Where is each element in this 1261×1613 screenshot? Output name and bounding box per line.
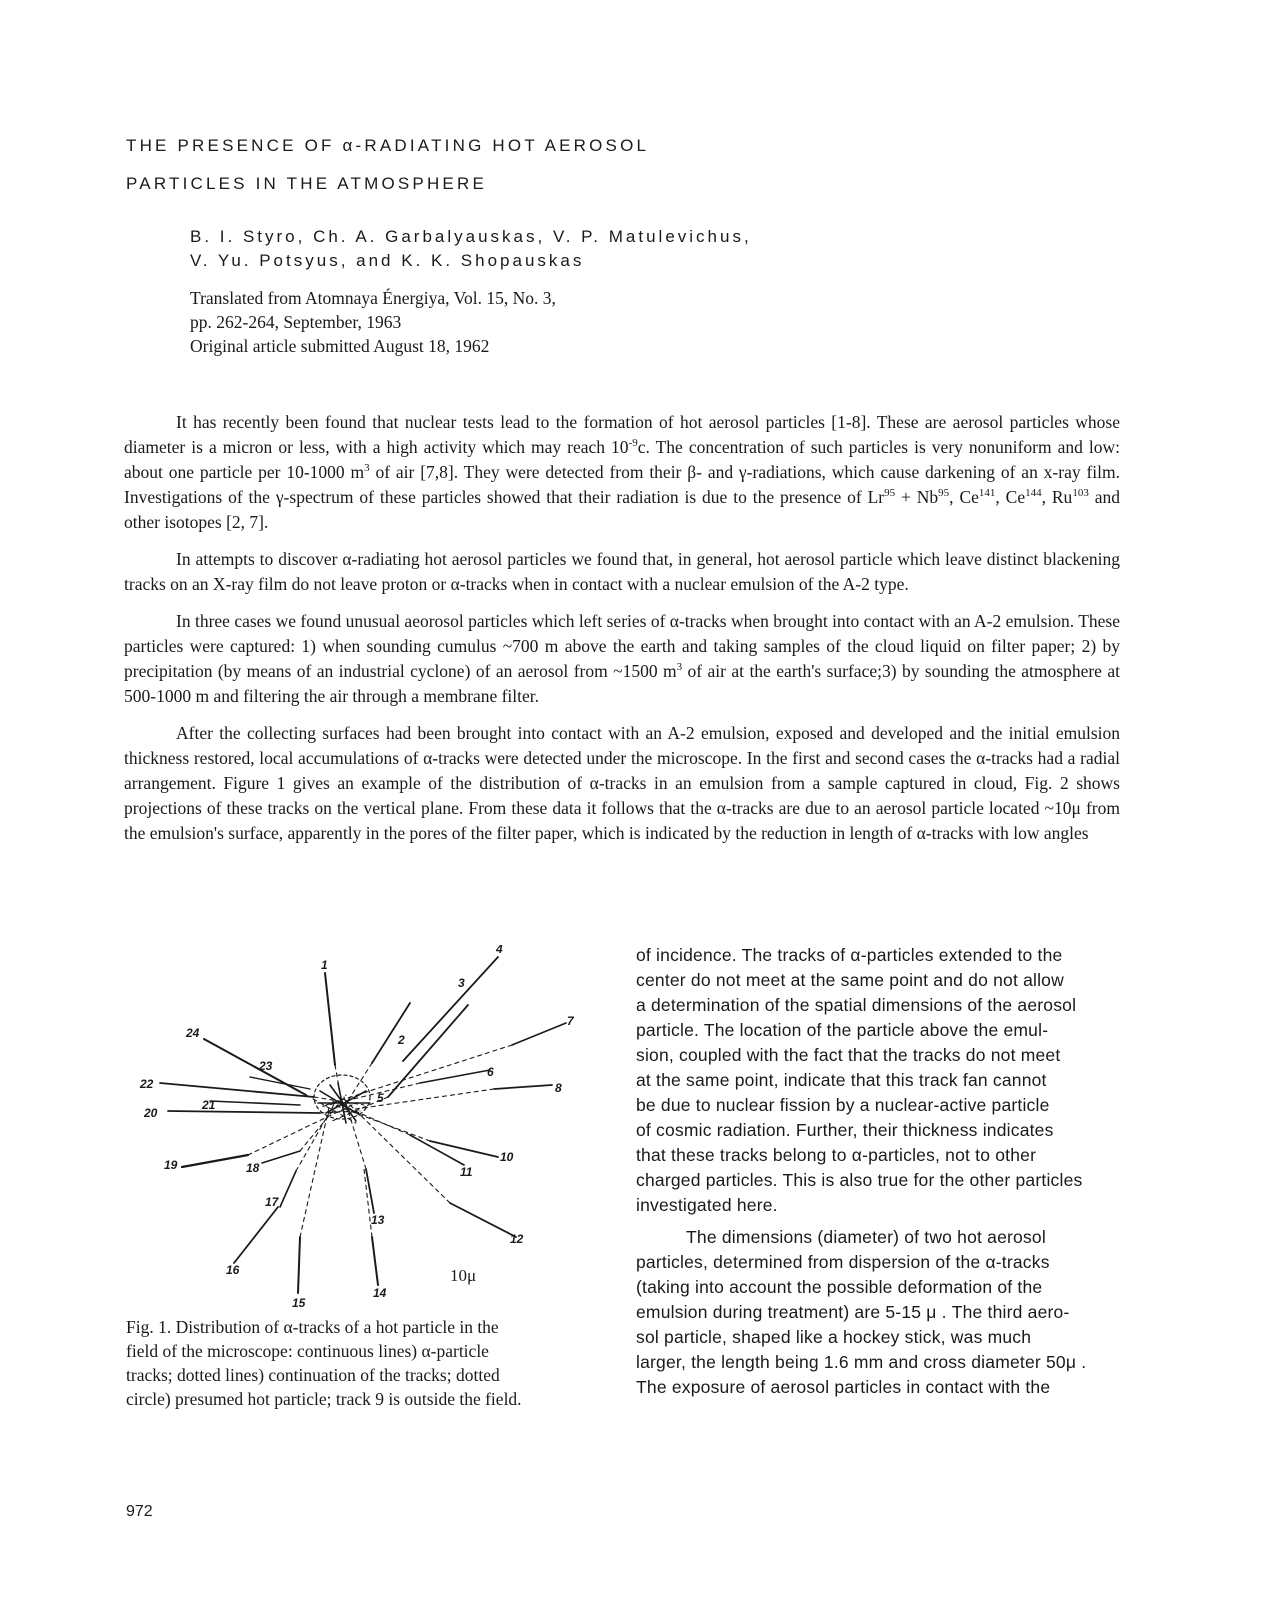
right-column-paragraph-1	[636, 943, 1128, 1218]
track-label-6: 6	[487, 1065, 494, 1079]
figure-1-track-diagram	[120, 945, 620, 1315]
paragraph-1	[124, 410, 1120, 535]
track-line-23	[250, 1077, 310, 1089]
authors-line-1: B. I. Styro, Ch. A. Garbalyauskas, V. P. Matulevichus,	[190, 227, 752, 246]
right-line: emulsion during treatment) are 5-15 μ . The third aero-	[636, 1302, 1070, 1322]
right-line: particle. The location of the particle above the emul-	[636, 1020, 1049, 1040]
track-line-15	[298, 1237, 300, 1293]
figure-1-caption	[126, 1315, 616, 1411]
track-line-6	[420, 1070, 490, 1083]
track-line-14	[372, 1237, 378, 1285]
track-line-16	[234, 1207, 278, 1263]
right-column-paragraph-2	[636, 1225, 1128, 1400]
body-text	[124, 410, 1120, 846]
p3-sup: 3	[676, 661, 683, 673]
right-line: of cosmic radiation. Further, their thickness indicates	[636, 1120, 1054, 1140]
right-line: at the same point, indicate that this track fan cannot	[636, 1070, 1047, 1090]
right-line: be due to nuclear fission by a nuclear-active particle	[636, 1095, 1050, 1115]
right-line: larger, the length being 1.6 mm and cross diameter 50μ .	[636, 1352, 1087, 1372]
p1-text-e: , Ce	[949, 487, 979, 507]
p1-text-b: c. The concentration of such particles is very nonuniform and low: about one particle per 10-1000 m	[124, 437, 1120, 482]
track-line-12	[450, 1203, 516, 1237]
translation-source: Translated from Atomnaya Énergiya, Vol. 15, No. 3,	[190, 288, 556, 308]
track-line-8	[494, 1085, 552, 1089]
right-line: that these tracks belong to α-particles, not to other	[636, 1145, 1037, 1165]
paragraph-4: After the collecting surfaces had been brought into contact with an A-2 emulsion, exposed and developed and the initial emulsion thickness restored, local accumulations of α-tracks were detected under the microscope. In the first and second cases the α-tracks had a radial arrangement. Figure 1 gives an example of the distribution of α-tracks in an emulsion from a sample captured in cloud, Fig. 2 shows projections of these tracks on the vertical plane. From these data it follows that the α-tracks are due to an aerosol particle located ~10μ from the emulsion's surface, apparently in the pores of the filter paper, which is indicated by the reduction in length of α-tracks with low angles	[124, 723, 1120, 843]
p1-text-d: + Nb	[895, 487, 939, 507]
paragraph-2: In attempts to discover α-radiating hot aerosol particles we found that, in general, hot aerosol particle which leave distinct blackening tracks on an X-ray film do not leave proton or α-tracks when in contact with a nuclear emulsion of the A-2 type.	[124, 549, 1120, 594]
caption-line: circle) presumed hot particle; track 9 is outside the field.	[126, 1389, 522, 1409]
track-label-24: 24	[186, 1026, 200, 1040]
paragraph-3	[124, 609, 1120, 709]
title-line-1: THE PRESENCE OF α-RADIATING HOT AEROSOL	[126, 136, 650, 155]
track-line-19	[182, 1155, 248, 1167]
track-label-8: 8	[555, 1081, 562, 1095]
track-line-20	[168, 1111, 320, 1113]
p1-sup-b: 3	[364, 462, 370, 474]
track-label-7: 7	[567, 1014, 574, 1028]
track-continuation	[326, 1045, 512, 1105]
p1-text-f: , Ce	[995, 487, 1026, 507]
track-line-13	[366, 1169, 374, 1213]
right-line: The exposure of aerosol particles in contact with the	[636, 1377, 1051, 1397]
track-label-5: 5	[377, 1091, 384, 1105]
right-line: a determination of the spatial dimensions of the aerosol	[636, 995, 1077, 1015]
p1-text-c: of air [7,8]. They were detected from their β- and γ-radiations, which cause darkening of an x-ray film. Investigations of the γ-spectrum of these particles showed that their radiation is due to the presence of Lr	[124, 462, 1120, 507]
p1-text-h: and other isotopes [2, 7].	[124, 487, 1120, 532]
right-line: sion, coupled with the fact that the tracks do not meet	[636, 1045, 1061, 1065]
track-line-24	[204, 1039, 306, 1095]
track-label-15: 15	[292, 1296, 306, 1310]
track-line-10	[430, 1141, 498, 1157]
track-label-12: 12	[510, 1232, 524, 1246]
track-label-11: 11	[460, 1165, 473, 1179]
track-label-21: 21	[202, 1098, 216, 1112]
authors-line-2: V. Yu. Potsyus, and K. K. Shopauskas	[190, 251, 585, 270]
p1-sup-ru: 103	[1072, 487, 1089, 499]
track-label-1: 1	[321, 958, 328, 972]
track-label-19: 19	[164, 1158, 178, 1172]
right-line: center do not meet at the same point and do not allow	[636, 970, 1064, 990]
caption-line: field of the microscope: continuous lines) α-particle	[126, 1341, 489, 1361]
right-line: The dimensions (diameter) of two hot aerosol	[686, 1227, 1046, 1247]
track-line-1	[325, 973, 335, 1065]
translation-info	[190, 286, 556, 358]
caption-line: Fig. 1. Distribution of α-tracks of a hot particle in the	[126, 1317, 499, 1337]
track-line-4	[403, 957, 498, 1061]
track-line-11	[410, 1135, 464, 1165]
track-label-20: 20	[144, 1106, 158, 1120]
p1-text-g: , Ru	[1041, 487, 1073, 507]
track-label-14: 14	[373, 1286, 387, 1300]
track-label-3: 3	[458, 976, 465, 990]
right-line: (taking into account the possible deformation of the	[636, 1277, 1043, 1297]
track-line-7	[512, 1023, 566, 1045]
p3-text-a: In three cases we found unusual aeorosol particles which left series of α-tracks when brought into contact with an A-2 emulsion. These particles were captured: 1) when sounding cumulus ~700 m above the earth and taking samples of the cloud liquid on filter paper; 2) by precipitation (by means of an industrial cyclone) of an aerosol from ~1500 m	[124, 611, 1120, 681]
track-line-21	[210, 1101, 300, 1105]
p3-text-b: of air at the earth's surface;3) by sounding the atmosphere at 500-1000 m and filtering the air through a membrane filter.	[124, 661, 1120, 706]
track-label-2: 2	[398, 1033, 405, 1047]
title-line-2: PARTICLES IN THE ATMOSPHERE	[126, 174, 487, 193]
track-line-17	[280, 1171, 296, 1207]
p1-sup-lr: 95	[884, 487, 896, 499]
p1-text-a: It has recently been found that nuclear tests lead to the formation of hot aerosol particles [1-8]. These are aerosol particles whose diameter is a micron or less, with a high activity which may reach 10	[124, 412, 1120, 457]
page-number: 972	[126, 1503, 153, 1520]
track-label-13: 13	[371, 1213, 385, 1227]
p1-sup-nb: 95	[938, 487, 950, 499]
track-line-18	[262, 1151, 300, 1163]
track-label-23: 23	[259, 1059, 273, 1073]
right-line: sol particle, shaped like a hockey stick, was much	[636, 1327, 1032, 1347]
right-line: particles, determined from dispersion of the α-tracks	[636, 1252, 1050, 1272]
p1-sup-ce2: 144	[1025, 487, 1042, 499]
right-line: investigated here.	[636, 1195, 778, 1215]
track-label-17: 17	[265, 1195, 279, 1209]
right-line: charged particles. This is also true for the other particles	[636, 1170, 1083, 1190]
track-label-18: 18	[246, 1161, 260, 1175]
p1-sup-ce1: 141	[978, 487, 996, 499]
track-label-22: 22	[140, 1077, 154, 1091]
p1-sup-a: -9	[628, 437, 638, 449]
submission-date: Original article submitted August 18, 1962	[190, 336, 490, 356]
track-label-10: 10	[500, 1150, 514, 1164]
right-line: of incidence. The tracks of α-particles extended to the	[636, 945, 1063, 965]
scale-label: 10μ	[450, 1266, 477, 1285]
track-label-16: 16	[226, 1263, 240, 1277]
caption-line: tracks; dotted lines) continuation of the tracks; dotted	[126, 1365, 500, 1385]
translation-pages: pp. 262-264, September, 1963	[190, 312, 402, 332]
track-label-4: 4	[496, 945, 503, 956]
